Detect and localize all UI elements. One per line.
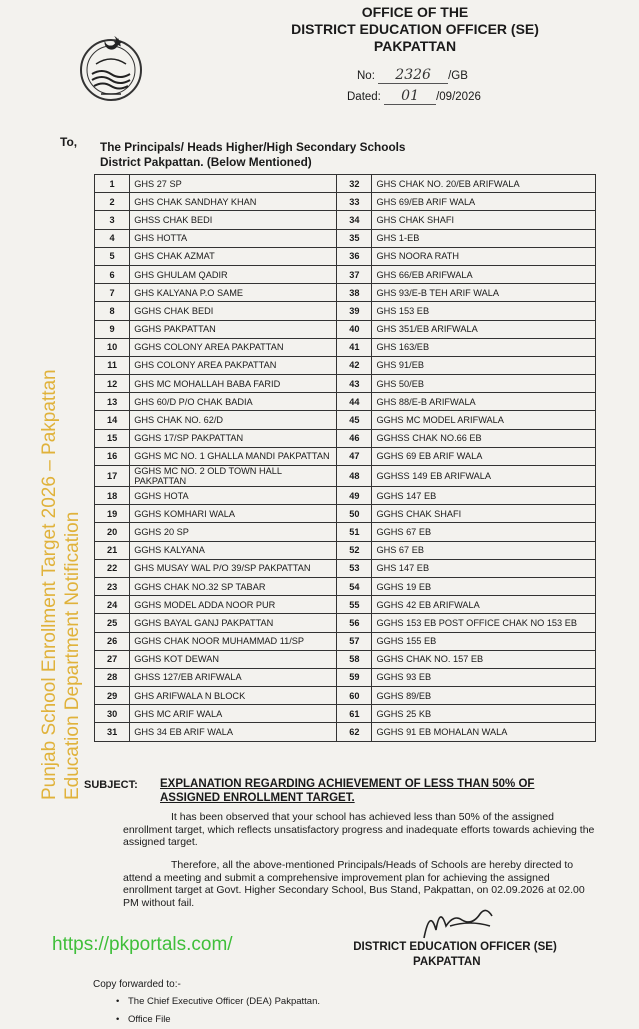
school-number: 59 bbox=[337, 668, 372, 686]
school-name: GHS 69/EB ARIF WALA bbox=[372, 193, 596, 211]
school-name: GHS ARIFWALA N BLOCK bbox=[130, 687, 337, 705]
school-number: 28 bbox=[95, 668, 130, 686]
reference-number bbox=[357, 67, 468, 84]
watermark-url[interactable]: https://pkportals.com/ bbox=[52, 934, 233, 955]
vertical-watermark bbox=[38, 369, 84, 800]
school-row bbox=[95, 356, 596, 374]
school-number: 19 bbox=[95, 505, 130, 523]
school-number: 10 bbox=[95, 338, 130, 356]
school-number: 50 bbox=[337, 505, 372, 523]
school-name: GHS GHULAM QADIR bbox=[130, 265, 337, 283]
school-number: 44 bbox=[337, 393, 372, 411]
school-name: GHS CHAK SANDHAY KHAN bbox=[130, 193, 337, 211]
school-number: 15 bbox=[95, 429, 130, 447]
school-name: GHS MUSAY WAL P/O 39/SP PAKPATTAN bbox=[130, 559, 337, 577]
school-number: 25 bbox=[95, 614, 130, 632]
school-number: 33 bbox=[337, 193, 372, 211]
addressee bbox=[100, 135, 406, 170]
copy-item-text: Office File bbox=[128, 1014, 171, 1025]
school-number: 18 bbox=[95, 487, 130, 505]
school-name: GHS NOORA RATH bbox=[372, 247, 596, 265]
number-label: No: bbox=[357, 70, 375, 82]
school-number: 2 bbox=[95, 193, 130, 211]
school-row bbox=[95, 320, 596, 338]
dated-label: Dated: bbox=[347, 91, 381, 103]
school-number: 27 bbox=[95, 650, 130, 668]
school-name: GGHS MC MODEL ARIFWALA bbox=[372, 411, 596, 429]
school-name: GGHS MC NO. 1 GHALLA MANDI PAKPATTAN bbox=[130, 447, 337, 465]
school-number: 57 bbox=[337, 632, 372, 650]
school-name: GHS 88/E-B ARIFWALA bbox=[372, 393, 596, 411]
school-name: GHS CHAK SHAFI bbox=[372, 211, 596, 229]
school-name: GGHS BAYAL GANJ PAKPATTAN bbox=[130, 614, 337, 632]
school-name: GGHS 93 EB bbox=[372, 668, 596, 686]
watermark-line-1: Punjab School Enrollment Target 2026 – Pakpattan bbox=[39, 369, 60, 800]
school-name: GGHS CHAK BEDI bbox=[130, 302, 337, 320]
school-number: 35 bbox=[337, 229, 372, 247]
signoff-place: PAKPATTAN bbox=[413, 956, 481, 968]
school-name: GHS COLONY AREA PAKPATTAN bbox=[130, 356, 337, 374]
school-row bbox=[95, 229, 596, 247]
school-number: 29 bbox=[95, 687, 130, 705]
bullet-icon: • bbox=[116, 1014, 120, 1025]
school-row bbox=[95, 338, 596, 356]
school-row bbox=[95, 247, 596, 265]
school-name: GGHS KOMHARI WALA bbox=[130, 505, 337, 523]
school-row bbox=[95, 193, 596, 211]
school-name: GGHS KOT DEWAN bbox=[130, 650, 337, 668]
school-name: GGHS CHAK NO.32 SP TABAR bbox=[130, 577, 337, 595]
to-label: To, bbox=[60, 135, 78, 149]
school-row bbox=[95, 487, 596, 505]
school-number: 30 bbox=[95, 705, 130, 723]
addressee-line-2: District Pakpattan. (Below Mentioned) bbox=[100, 155, 312, 169]
office-line-2: DISTRICT EDUCATION OFFICER (SE) bbox=[291, 21, 539, 37]
school-name: GGHS 42 EB ARIFWALA bbox=[372, 596, 596, 614]
school-number: 8 bbox=[95, 302, 130, 320]
school-row bbox=[95, 559, 596, 577]
punjab-government-logo bbox=[76, 30, 146, 104]
schools-table bbox=[94, 174, 596, 742]
school-name: GGHSS 149 EB ARIFWALA bbox=[372, 466, 596, 487]
school-row bbox=[95, 284, 596, 302]
school-name: GGHS HOTA bbox=[130, 487, 337, 505]
school-number: 58 bbox=[337, 650, 372, 668]
school-name: GHS MC ARIF WALA bbox=[130, 705, 337, 723]
school-number: 16 bbox=[95, 447, 130, 465]
school-row bbox=[95, 687, 596, 705]
date-line bbox=[347, 88, 481, 105]
school-row bbox=[95, 447, 596, 465]
school-number: 54 bbox=[337, 577, 372, 595]
school-name: GHS 60/D P/O CHAK BADIA bbox=[130, 393, 337, 411]
school-name: GGHS 89/EB bbox=[372, 687, 596, 705]
school-number: 38 bbox=[337, 284, 372, 302]
school-number: 4 bbox=[95, 229, 130, 247]
school-name: GHS CHAK NO. 62/D bbox=[130, 411, 337, 429]
copy-item bbox=[116, 993, 320, 1011]
school-number: 52 bbox=[337, 541, 372, 559]
subject-text bbox=[160, 777, 630, 805]
school-name: GGHS 91 EB MOHALAN WALA bbox=[372, 723, 596, 741]
school-name: GGHS KALYANA bbox=[130, 541, 337, 559]
school-number: 42 bbox=[337, 356, 372, 374]
school-number: 32 bbox=[337, 175, 372, 193]
school-number: 61 bbox=[337, 705, 372, 723]
number-value: 2326 bbox=[378, 67, 448, 84]
school-name: GGHSS CHAK NO.66 EB bbox=[372, 429, 596, 447]
school-name: GHSS 127/EB ARIFWALA bbox=[130, 668, 337, 686]
school-number: 46 bbox=[337, 429, 372, 447]
school-name: GHS 66/EB ARIFWALA bbox=[372, 265, 596, 283]
school-name: GGHS 147 EB bbox=[372, 487, 596, 505]
copy-item bbox=[116, 1011, 320, 1029]
school-name: GGHS MC NO. 2 OLD TOWN HALL PAKPATTAN bbox=[130, 466, 337, 487]
school-number: 36 bbox=[337, 247, 372, 265]
school-name: GHS 351/EB ARIFWALA bbox=[372, 320, 596, 338]
school-name: GGHS 153 EB POST OFFICE CHAK NO 153 EB bbox=[372, 614, 596, 632]
school-number: 24 bbox=[95, 596, 130, 614]
school-row bbox=[95, 650, 596, 668]
body-paragraph-1: It has been observed that your school has achieved less than 50% of the assigned enrollment target, which reflects unsatisfactory progress and inadequate efforts towards achieving the assigned target. bbox=[123, 811, 595, 849]
school-number: 31 bbox=[95, 723, 130, 741]
subject-line-2: ASSIGNED ENROLLMENT TARGET. bbox=[160, 792, 355, 804]
school-name: GGHS MODEL ADDA NOOR PUR bbox=[130, 596, 337, 614]
dated-suffix: /09/2026 bbox=[436, 91, 481, 103]
school-name: GHS 163/EB bbox=[372, 338, 596, 356]
school-row bbox=[95, 505, 596, 523]
school-number: 13 bbox=[95, 393, 130, 411]
school-number: 12 bbox=[95, 375, 130, 393]
watermark-line-2: Education Department Notification bbox=[62, 511, 83, 800]
school-row bbox=[95, 523, 596, 541]
school-number: 39 bbox=[337, 302, 372, 320]
school-name: GGHS 25 KB bbox=[372, 705, 596, 723]
school-row bbox=[95, 577, 596, 595]
bullet-icon: • bbox=[116, 996, 120, 1007]
school-name: GHS 93/E-B TEH ARIF WALA bbox=[372, 284, 596, 302]
school-name: GGHS 155 EB bbox=[372, 632, 596, 650]
school-name: GHS 147 EB bbox=[372, 559, 596, 577]
school-number: 22 bbox=[95, 559, 130, 577]
school-number: 9 bbox=[95, 320, 130, 338]
office-line-1: OFFICE OF THE bbox=[361, 4, 469, 20]
subject-label: SUBJECT: bbox=[84, 779, 138, 791]
school-row bbox=[95, 541, 596, 559]
school-number: 56 bbox=[337, 614, 372, 632]
school-name: GGHS 67 EB bbox=[372, 523, 596, 541]
school-number: 34 bbox=[337, 211, 372, 229]
school-row bbox=[95, 175, 596, 193]
school-number: 7 bbox=[95, 284, 130, 302]
school-name: GHS 34 EB ARIF WALA bbox=[130, 723, 337, 741]
school-name: GHS 1-EB bbox=[372, 229, 596, 247]
school-number: 60 bbox=[337, 687, 372, 705]
signoff-block bbox=[325, 940, 585, 970]
school-row bbox=[95, 211, 596, 229]
school-name: GHS MC MOHALLAH BABA FARID bbox=[130, 375, 337, 393]
signature bbox=[420, 904, 510, 944]
school-number: 47 bbox=[337, 447, 372, 465]
school-number: 40 bbox=[337, 320, 372, 338]
number-suffix: /GB bbox=[448, 70, 468, 82]
school-number: 21 bbox=[95, 541, 130, 559]
school-row bbox=[95, 302, 596, 320]
school-number: 1 bbox=[95, 175, 130, 193]
school-row bbox=[95, 411, 596, 429]
addressee-line-1: The Principals/ Heads Higher/High Secondary Schools bbox=[100, 140, 406, 154]
body-paragraph-2: Therefore, all the above-mentioned Principals/Heads of Schools are hereby directed to attend a meeting and submit a comprehensive improvement plan for achieving the assigned enrollment target at Govt. Higher Secondary School, Bus Stand, Pakpattan, on 02.09.2026 at 02.00 PM without fail. bbox=[123, 859, 585, 909]
school-number: 17 bbox=[95, 466, 130, 487]
school-row bbox=[95, 614, 596, 632]
school-row bbox=[95, 596, 596, 614]
school-name: GHS 91/EB bbox=[372, 356, 596, 374]
school-name: GGHS COLONY AREA PAKPATTAN bbox=[130, 338, 337, 356]
school-name: GHS 50/EB bbox=[372, 375, 596, 393]
school-name: GHS 27 SP bbox=[130, 175, 337, 193]
school-name: GHS HOTTA bbox=[130, 229, 337, 247]
school-number: 14 bbox=[95, 411, 130, 429]
school-name: GGHS 19 EB bbox=[372, 577, 596, 595]
school-row bbox=[95, 668, 596, 686]
school-row bbox=[95, 466, 596, 487]
school-name: GHS KALYANA P.O SAME bbox=[130, 284, 337, 302]
school-name: GHSS CHAK BEDI bbox=[130, 211, 337, 229]
school-row bbox=[95, 375, 596, 393]
school-number: 45 bbox=[337, 411, 372, 429]
school-number: 37 bbox=[337, 265, 372, 283]
school-number: 3 bbox=[95, 211, 130, 229]
school-number: 43 bbox=[337, 375, 372, 393]
school-name: GHS 153 EB bbox=[372, 302, 596, 320]
school-name: GHS 67 EB bbox=[372, 541, 596, 559]
school-row bbox=[95, 705, 596, 723]
school-number: 5 bbox=[95, 247, 130, 265]
school-row bbox=[95, 393, 596, 411]
school-name: GGHS 69 EB ARIF WALA bbox=[372, 447, 596, 465]
school-name: GGHS 17/SP PAKPATTAN bbox=[130, 429, 337, 447]
school-row bbox=[95, 632, 596, 650]
school-number: 41 bbox=[337, 338, 372, 356]
office-heading bbox=[265, 4, 565, 55]
dated-value: 01 bbox=[384, 88, 436, 105]
school-number: 26 bbox=[95, 632, 130, 650]
copy-forwarded-label: Copy forwarded to:- bbox=[93, 979, 181, 990]
school-name: GGHS CHAK SHAFI bbox=[372, 505, 596, 523]
school-number: 51 bbox=[337, 523, 372, 541]
school-name: GHS CHAK NO. 20/EB ARIFWALA bbox=[372, 175, 596, 193]
subject-line-1: EXPLANATION REGARDING ACHIEVEMENT OF LESS THAN 50% OF bbox=[160, 778, 535, 790]
office-line-3: PAKPATTAN bbox=[373, 38, 457, 54]
school-number: 55 bbox=[337, 596, 372, 614]
school-name: GGHS CHAK NO. 157 EB bbox=[372, 650, 596, 668]
school-number: 6 bbox=[95, 265, 130, 283]
school-row bbox=[95, 265, 596, 283]
school-name: GGHS 20 SP bbox=[130, 523, 337, 541]
school-name: GHS CHAK AZMAT bbox=[130, 247, 337, 265]
school-row bbox=[95, 429, 596, 447]
school-number: 48 bbox=[337, 466, 372, 487]
school-name: GGHS CHAK NOOR MUHAMMAD 11/SP bbox=[130, 632, 337, 650]
school-number: 20 bbox=[95, 523, 130, 541]
school-number: 11 bbox=[95, 356, 130, 374]
school-number: 23 bbox=[95, 577, 130, 595]
signoff-title: DISTRICT EDUCATION OFFICER (SE) bbox=[353, 941, 557, 953]
school-name: GGHS PAKPATTAN bbox=[130, 320, 337, 338]
school-number: 49 bbox=[337, 487, 372, 505]
copy-item-text: The Chief Executive Officer (DEA) Pakpattan. bbox=[128, 996, 321, 1007]
school-number: 62 bbox=[337, 723, 372, 741]
school-number: 53 bbox=[337, 559, 372, 577]
school-row bbox=[95, 723, 596, 741]
